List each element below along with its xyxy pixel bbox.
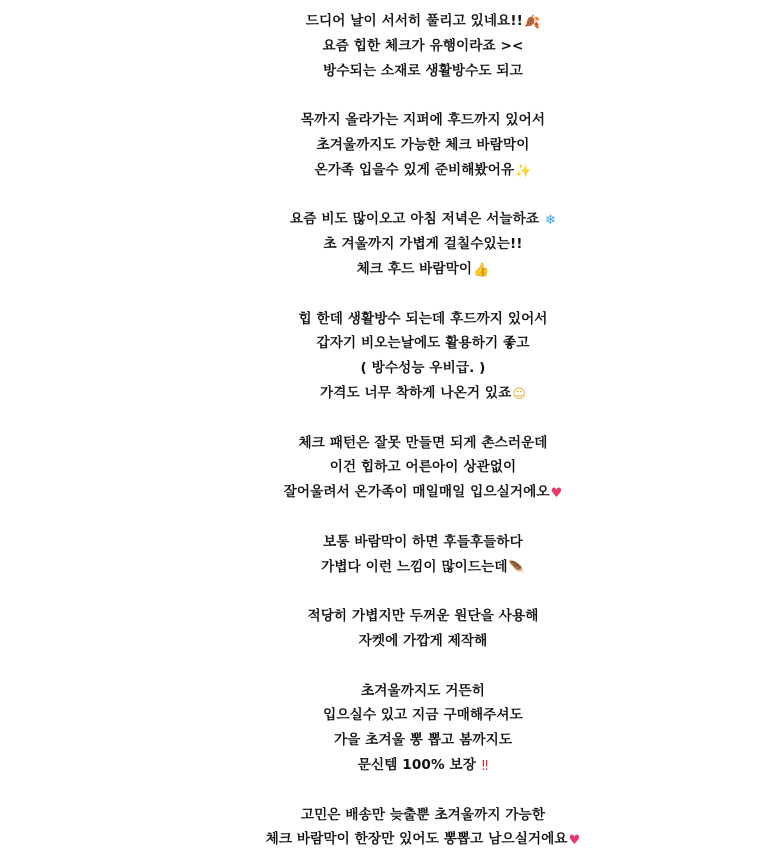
line-text: 적당히 가볍지만 두꺼운 원단을 사용해 (307, 608, 539, 625)
line-text: 온가족 입을수 있게 준비해봤어유 (314, 161, 515, 178)
paragraph-gap (0, 83, 763, 108)
text-line (0, 753, 763, 778)
text-line (0, 530, 763, 555)
line-text: 잘어울려서 온가족이 매일매일 입으실거에오 (283, 484, 550, 501)
text-line (0, 133, 763, 158)
snowflake-icon: ❄ (544, 213, 556, 229)
text-line (0, 703, 763, 728)
double-exclamation-icon: ‼ (481, 758, 489, 774)
text-line (0, 331, 763, 356)
heart-icon: ♥ (550, 486, 563, 502)
line-text: 체크 후드 바람막이 (356, 260, 473, 277)
paragraph-gap (0, 183, 763, 208)
text-line (0, 9, 763, 34)
post-body (0, 9, 763, 852)
text-line (0, 679, 763, 704)
text-line (0, 555, 763, 580)
line-text: 자켓에 가깝게 제작해 (358, 632, 488, 649)
fallen-leaf-icon: 🍂 (523, 15, 541, 30)
text-line (0, 604, 763, 629)
paragraph-gap (0, 579, 763, 604)
text-line (0, 307, 763, 332)
paragraph-gap (0, 282, 763, 307)
text-line (0, 431, 763, 456)
text-line (0, 257, 763, 282)
text-line (0, 381, 763, 406)
line-text: 갑자기 비오는날에도 활용하기 좋고 (316, 335, 530, 352)
line-text: 가볍다 이런 느낌이 많이드는데 (321, 558, 508, 575)
text-line (0, 629, 763, 654)
paragraph-gap (0, 406, 763, 431)
paragraph-gap (0, 778, 763, 803)
text-line (0, 728, 763, 753)
line-text: 보통 바람막이 하면 후들후들하다 (323, 533, 523, 550)
line-text: 초 겨울까지 가볍게 걸칠수있는!! (323, 236, 523, 253)
line-text: ( 방수성능 우비급. ) (360, 360, 486, 377)
text-line (0, 232, 763, 257)
line-text: 초겨울까지도 가능한 체크 바람막이 (316, 136, 530, 153)
feather-icon: 🪶 (508, 560, 525, 576)
thumbs-up-icon: 👍 (473, 262, 490, 278)
heart-icon: ♥ (568, 833, 581, 849)
line-text: 요즘 비도 많이오고 아침 저녁은 서늘하죠 (290, 211, 544, 228)
line-text: 방수되는 소재로 생활방수도 되고 (323, 62, 523, 79)
sparkles-icon: ✨ (515, 163, 532, 179)
line-text: 드디어 날이 서서히 풀리고 있네요!! (305, 13, 523, 29)
line-text: 초겨울까지도 거뜬히 (361, 682, 485, 699)
line-text: 목까지 올라가는 지퍼에 후드까지 있어서 (300, 112, 546, 129)
line-text: 체크 바람막이 한장만 있어도 뽕뽑고 남으실거에요 (265, 831, 568, 848)
line-text: 체크 패턴은 잘못 만들면 되게 촌스러운데 (298, 434, 548, 451)
line-text: 고민은 배송만 늦출뿐 초겨울까지 가능한 (300, 806, 546, 823)
line-text: 입으실수 있고 지금 구매해주셔도 (323, 707, 523, 724)
text-line (0, 480, 763, 505)
text-line (0, 207, 763, 232)
text-line (0, 108, 763, 133)
text-line (0, 455, 763, 480)
flushed-face-icon: ☺ (512, 386, 526, 402)
paragraph-gap (0, 654, 763, 679)
text-line (0, 827, 763, 852)
paragraph-gap (0, 505, 763, 530)
line-text: 힙 한데 생활방수 되는데 후드까지 있어서 (298, 310, 548, 327)
line-text: 문신템 100% 보장 (357, 756, 481, 773)
line-text: 이건 힙하고 어른아이 상관없이 (329, 459, 517, 476)
text-line (0, 803, 763, 828)
text-line (0, 59, 763, 84)
text-line (0, 34, 763, 59)
text-line (0, 356, 763, 381)
line-text: 요즘 힙한 체크가 유행이라죠 >< (322, 37, 524, 54)
line-text: 가을 초겨울 뽕 뽑고 봄까지도 (333, 732, 513, 749)
line-text: 가격도 너무 착하게 나온거 있죠 (320, 384, 512, 401)
text-line (0, 158, 763, 183)
